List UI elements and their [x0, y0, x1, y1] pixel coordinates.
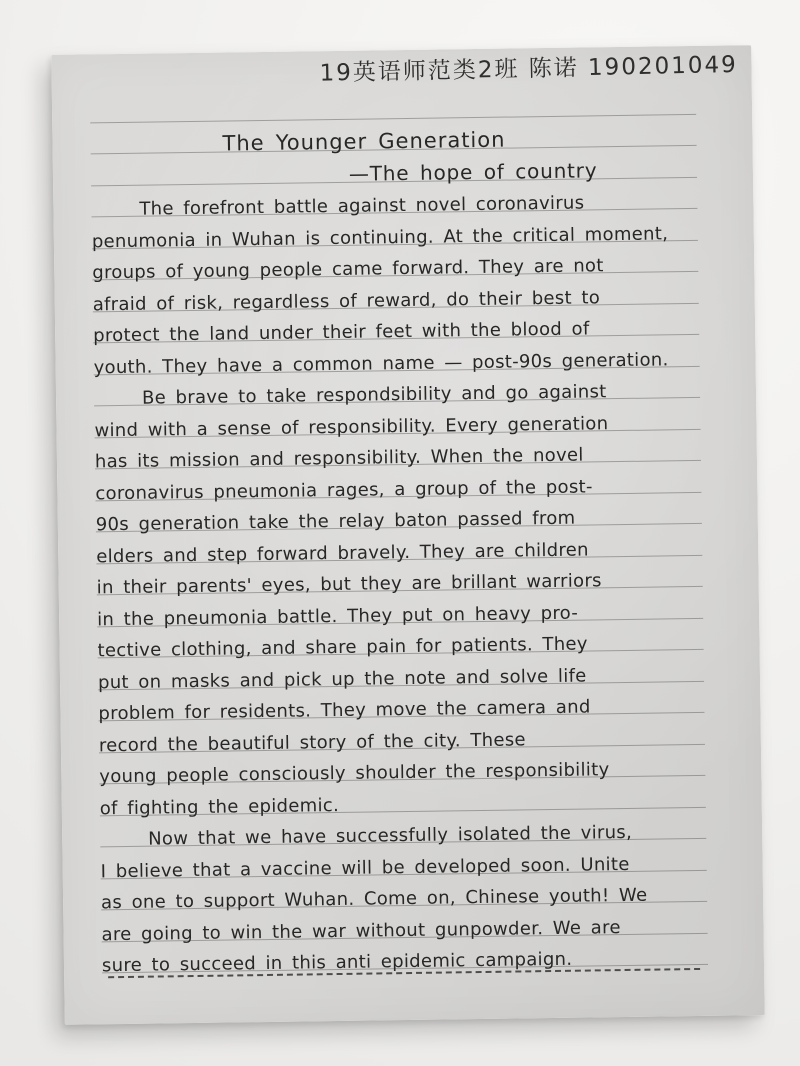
- handwritten-text: sure to succeed in this anti epidemic campaign.: [101, 948, 573, 977]
- handwritten-text: afraid of risk, regardless of reward, do their best to: [92, 286, 601, 315]
- handwritten-text: coronavirus pneumonia rages, a group of the post-: [95, 475, 593, 504]
- handwritten-text: problem for residents. They move the camera and: [98, 696, 591, 725]
- handwritten-text: has its mission and responsibility. When the novel: [94, 444, 584, 473]
- handwritten-text: youth. They have a common name — post-90s generation.: [93, 348, 669, 378]
- handwritten-text: as one to support Wuhan. Come on, Chinese youth! We: [100, 884, 648, 914]
- handwritten-text: in the pneumonia battle. They put on heavy pro-: [97, 602, 579, 630]
- essay-title: The Younger Generation: [222, 127, 506, 156]
- handwritten-text: put on masks and pick up the note and solve life: [97, 665, 587, 693]
- ruled-lines-area: [90, 83, 708, 977]
- handwritten-text: Be brave to take respondsibility and go against: [141, 381, 607, 409]
- handwritten-text: protect the land under their feet with the blood of: [93, 318, 590, 347]
- essay-subtitle: —The hope of country: [348, 157, 598, 186]
- handwritten-text: Now that we have successfully isolated the virus,: [148, 821, 633, 850]
- handwritten-text: 90s generation take the relay baton passed from: [95, 507, 576, 536]
- handwritten-text: The forefront battle against novel coronavirus: [139, 192, 585, 220]
- handwritten-text: elders and step forward bravely. They are children: [96, 538, 589, 567]
- handwritten-text: I believe that a vaccine will be developed soon. Unite: [100, 853, 630, 882]
- handwritten-text: penumonia in Wuhan is continuing. At the critical moment,: [91, 222, 669, 252]
- handwritten-text: are going to win the war without gunpowder. We are: [101, 916, 621, 945]
- handwritten-text: groups of young people came forward. They are not: [92, 255, 604, 284]
- handwritten-text: in their parents' eyes, but they are brillant warriors: [96, 570, 602, 599]
- handwritten-essay-paper: [51, 45, 764, 1025]
- student-info-annotation: 19英语师范类2班 陈诺 190201049: [319, 51, 738, 87]
- handwritten-text: record the beautiful story of the city. These: [98, 728, 526, 756]
- handwritten-text: of fighting the epidemic.: [99, 794, 340, 819]
- handwritten-text: young people consciously shoulder the responsibility: [99, 759, 610, 788]
- handwritten-text: tective clothing, and share pain for patients. They: [97, 633, 588, 662]
- handwritten-text: wind with a sense of responsibility. Every generation: [94, 412, 609, 441]
